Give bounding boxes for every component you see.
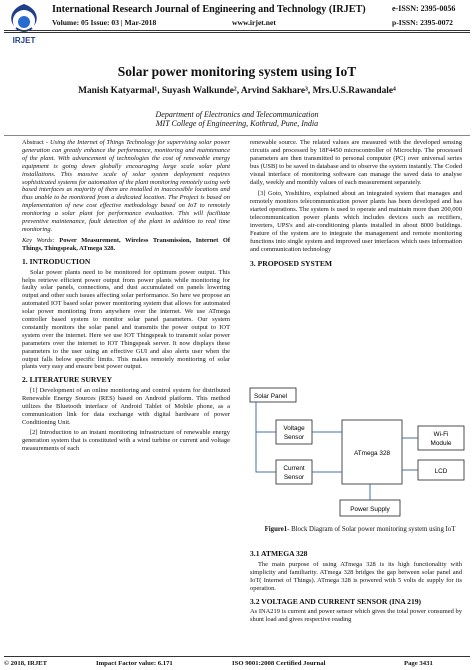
abstract-label: Abstract	[22, 139, 44, 146]
footer-rule	[4, 656, 470, 657]
footer-copyright: © 2018, IRJET	[4, 660, 48, 667]
paper-authors: Manish Katyarmal¹, Suyash Walkunde², Arvind Sakhare³, Mrs.U.S.Rawandale⁴	[78, 86, 396, 96]
connection-lines	[256, 402, 418, 500]
current-sensor-label-2: Sensor	[283, 474, 305, 481]
solar-panel-label: Solar Panel	[254, 393, 288, 400]
header-rule	[4, 30, 470, 31]
lit-item-3: [3] Goto, Yoshihiro, explained about an integrated system that manages and remotely monitors telecommunication power plants has been developed and has started operations. The system is used to operate and maintain more than 200,000 telecommunication power plants which includes devices such as rectifiers, inverters, UPS's and air-conditioning plants installed in about 8000 buildings. Feature of the system are to integrate the management and remote monitoring functions into single system and improved user interfaces which uses information and communication technology	[250, 190, 462, 253]
left-column	[22, 139, 230, 455]
intro-text: Solar power plants need to be monitored for optimum power output. This helps retrieve efficient power output from power plants while monitoring for faulty solar panels, connections, and dust accumulated on panels lowering output and other such issues affecting solar performance. So here we propose an automated IOT based solar power monitoring system that allows for automated solar power monitoring from anywhere over the internet. We use ATmega controller based system to monitor solar panel parameters. Our system constantly monitors the solar panel and transmits the power output to IOT system over the internet. Here we use IOT Thingspeak to transmit solar power parameters over the internet to IOT Thingspeak server. It now displays these parameters to the user using an effective GUI and also alerts user when the output falls below specific limits. This makes remotely monitoring of solar plants very easy and ensure best power output.	[22, 268, 230, 371]
proposed-heading: 3. PROPOSED SYSTEM	[250, 258, 333, 268]
wifi-label-1: Wi-Fi	[433, 431, 449, 438]
footer-iso: ISO 9001:2008 Certified Journal	[232, 660, 326, 667]
department: Department of Electronics and Telecommunication	[155, 110, 319, 119]
voltage-sensor-label-1: Voltage	[283, 425, 305, 432]
intro-heading: 1. INTRODUCTION	[22, 256, 91, 266]
atmega-heading: 3.1 ATMEGA 328	[250, 549, 308, 558]
block-diagram	[246, 384, 470, 522]
mcu-label: ATmega 328	[353, 450, 391, 457]
p-issn: p-ISSN: 2395-0072	[392, 18, 453, 27]
lit-item-2-cont: renewable source. The related values are measured with the developed sensing circuits and processed by 18F4450 microcontroller of Microchip. The processed parameters are then transmitted to personal computer (PC) over universal series bus (USB) to be saved in database and to observe the system instantly. The Coded visual interface of monitoring software can manage the saved data to analyse daily, weekly and monthly values of each measurement separately.	[250, 139, 462, 186]
sensor-heading: 3.2 VOLTAGE AND CURRENT SENSOR (INA 219)	[250, 596, 422, 606]
figure-caption: Figure1- Block Diagram of Solar power monitoring system using IoT	[264, 526, 456, 533]
page-header	[0, 0, 474, 52]
lit-heading: 2. LITERATURE SURVEY	[22, 375, 113, 385]
volume-issue: Volume: 05 Issue: 03 | Mar-2018	[52, 18, 157, 27]
lit-item-2: [2] Introduction to an instant monitoring infrastructure of renewable energy generation system that is constituted with a wind turbine or current and voltage measurements of each	[22, 428, 230, 452]
right-column-bottom	[250, 545, 462, 626]
lcd-label: LCD	[434, 468, 448, 475]
wifi-label-2: Module	[430, 440, 452, 447]
footer-page: Page 3431	[404, 660, 433, 667]
header-rule-2	[4, 32, 470, 33]
lit-item-1: [1] Development of an online monitoring and control system for distributed Renewable Energy Sources (RES) based on Android platform. This method utilizes the Bluetooth interface of Android Tablet of Mobile phone, as a communication link for data exchange with digital hardware of power Conditioning Unit.	[22, 387, 230, 426]
voltage-sensor-label-2: Sensor	[283, 434, 305, 441]
power-supply-label: Power Supply	[350, 506, 390, 513]
caption-label: Figure1	[264, 526, 288, 533]
e-issn: e-ISSN: 2395-0056	[392, 4, 456, 13]
paper-title: Solar power monitoring system using IoT	[117, 64, 357, 79]
atmega-text: The main purpose of using ATmega 328 is its high functionality with simplicity and familiarity. ATmega 328 bridges the gap between solar panel and IoT( Internet of Things). ATmega 328 is powered with 5 volts dc supply for its operation.	[250, 560, 462, 592]
current-sensor-label-1: Current	[283, 465, 305, 472]
journal-name: International Research Journal of Engineering and Technology (IRJET)	[52, 4, 366, 15]
sensor-text: As INA219 is current and power sensor which gives the total power consumed by shunt load and gives respective reading	[250, 608, 462, 624]
keywords: Key Words: Power Measurement, Wireless Transmission, Internet Of Things, Thingspeak, ATmega 328.	[22, 236, 230, 252]
keywords-label: Key Words:	[22, 236, 55, 244]
title-rule	[4, 135, 470, 136]
abstract: Abstract - Using the Internet of Things Technology for supervising solar power generation can greatly enhance the performance, monitoring and maintenance of the plant. With advancement of technologies the cost of renewable energy equipment is going down globally encouraging large scale solar plant installations. This massive scale of solar system deployment requires sophisticated systems for automation of the plant monitoring remotely using web based interfaces as majority of them are installed in inaccessible locations and thus unable to be monitored from a dedicated location. The Project is based on implementation of new cost effective methodology based on IoT to remotely monitoring a solar plant for performance evaluation. This will facilitate preventive maintenance, fault detection of the plant in addition to real time monitoring.	[22, 139, 230, 233]
college: MIT College of Engineering, Kothrud, Pune, India	[155, 119, 319, 128]
website[interactable]: www.irjet.net	[232, 18, 276, 27]
logo-text: IRJET	[12, 36, 36, 45]
right-column-top	[250, 139, 462, 271]
footer-impact: Impact Factor value: 6.171	[96, 660, 173, 667]
irjet-logo	[4, 2, 44, 46]
